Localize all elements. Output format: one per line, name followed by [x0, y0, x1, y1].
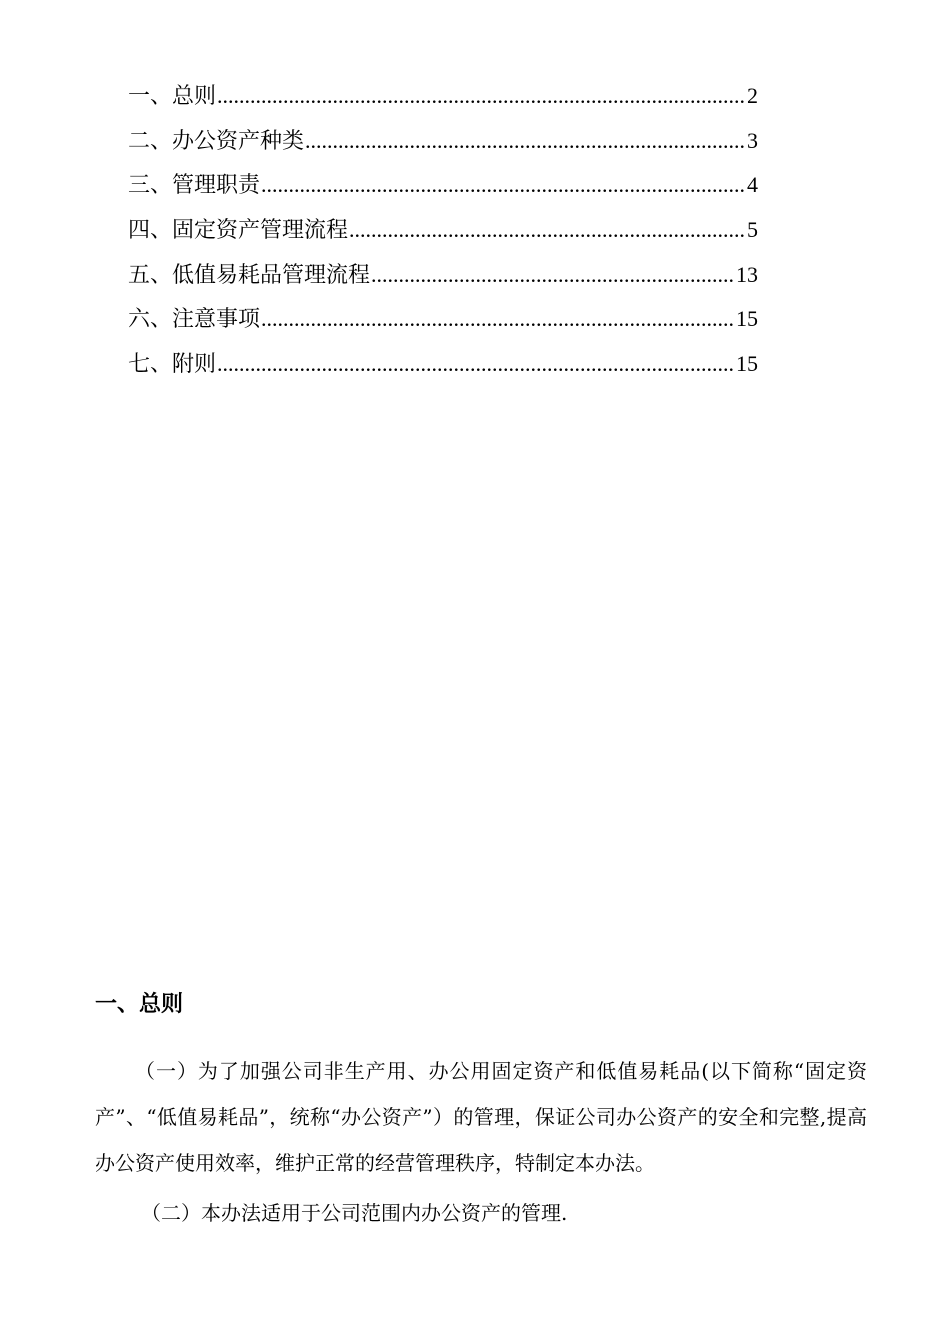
toc-entry-page: 13: [736, 261, 758, 287]
toc-entry-page: 15: [736, 306, 758, 332]
toc-entry-title: 四、固定资产管理流程: [128, 218, 349, 244]
toc-entry[interactable]: [128, 301, 758, 346]
toc-entry[interactable]: [128, 257, 758, 302]
toc-entry-page: 3: [747, 127, 758, 153]
toc-dot-leader: [261, 301, 735, 337]
body-paragraph: （一）为了加强公司非生产用、办公用固定资产和低值易耗品(以下简称“固定资产”、“低值易耗品”，统称“办公资产”）的管理，保证公司办公资产的安全和完整,提高办公资产使用效率，维护正常的经营管理秩序，特制定本办法。: [95, 1059, 867, 1175]
toc-entry[interactable]: [128, 212, 758, 257]
toc-entry[interactable]: [128, 346, 758, 391]
toc-entry-page: 4: [747, 172, 758, 198]
toc-entry-title: 二、办公资产种类: [128, 128, 305, 154]
toc-dot-leader: [217, 78, 746, 114]
toc-entry-title: 一、总则: [128, 84, 217, 109]
body-paragraph: （二）本办法适用于公司范围内办公资产的管理.: [141, 1201, 568, 1225]
toc-entry-title: 七、附则: [128, 352, 217, 378]
toc-entry-page: 5: [747, 217, 758, 243]
toc-entry-title: 三、管理职责: [128, 173, 261, 199]
toc-entry[interactable]: [128, 167, 758, 212]
toc-entry-page: 2: [747, 83, 758, 108]
section-heading: 一、总则: [95, 991, 184, 1017]
toc-dot-leader: [217, 346, 735, 382]
toc-dot-leader: [349, 212, 746, 248]
toc-dot-leader: [371, 257, 735, 293]
toc-dot-leader: [305, 123, 746, 159]
toc-entry[interactable]: [128, 78, 758, 123]
toc-dot-leader: [261, 167, 746, 203]
toc-entry-title: 五、低值易耗品管理流程: [128, 262, 371, 288]
table-of-contents: [128, 78, 758, 391]
toc-entry-page: 15: [736, 351, 758, 377]
toc-entry-title: 六、注意事项: [128, 307, 261, 333]
toc-entry[interactable]: [128, 123, 758, 168]
